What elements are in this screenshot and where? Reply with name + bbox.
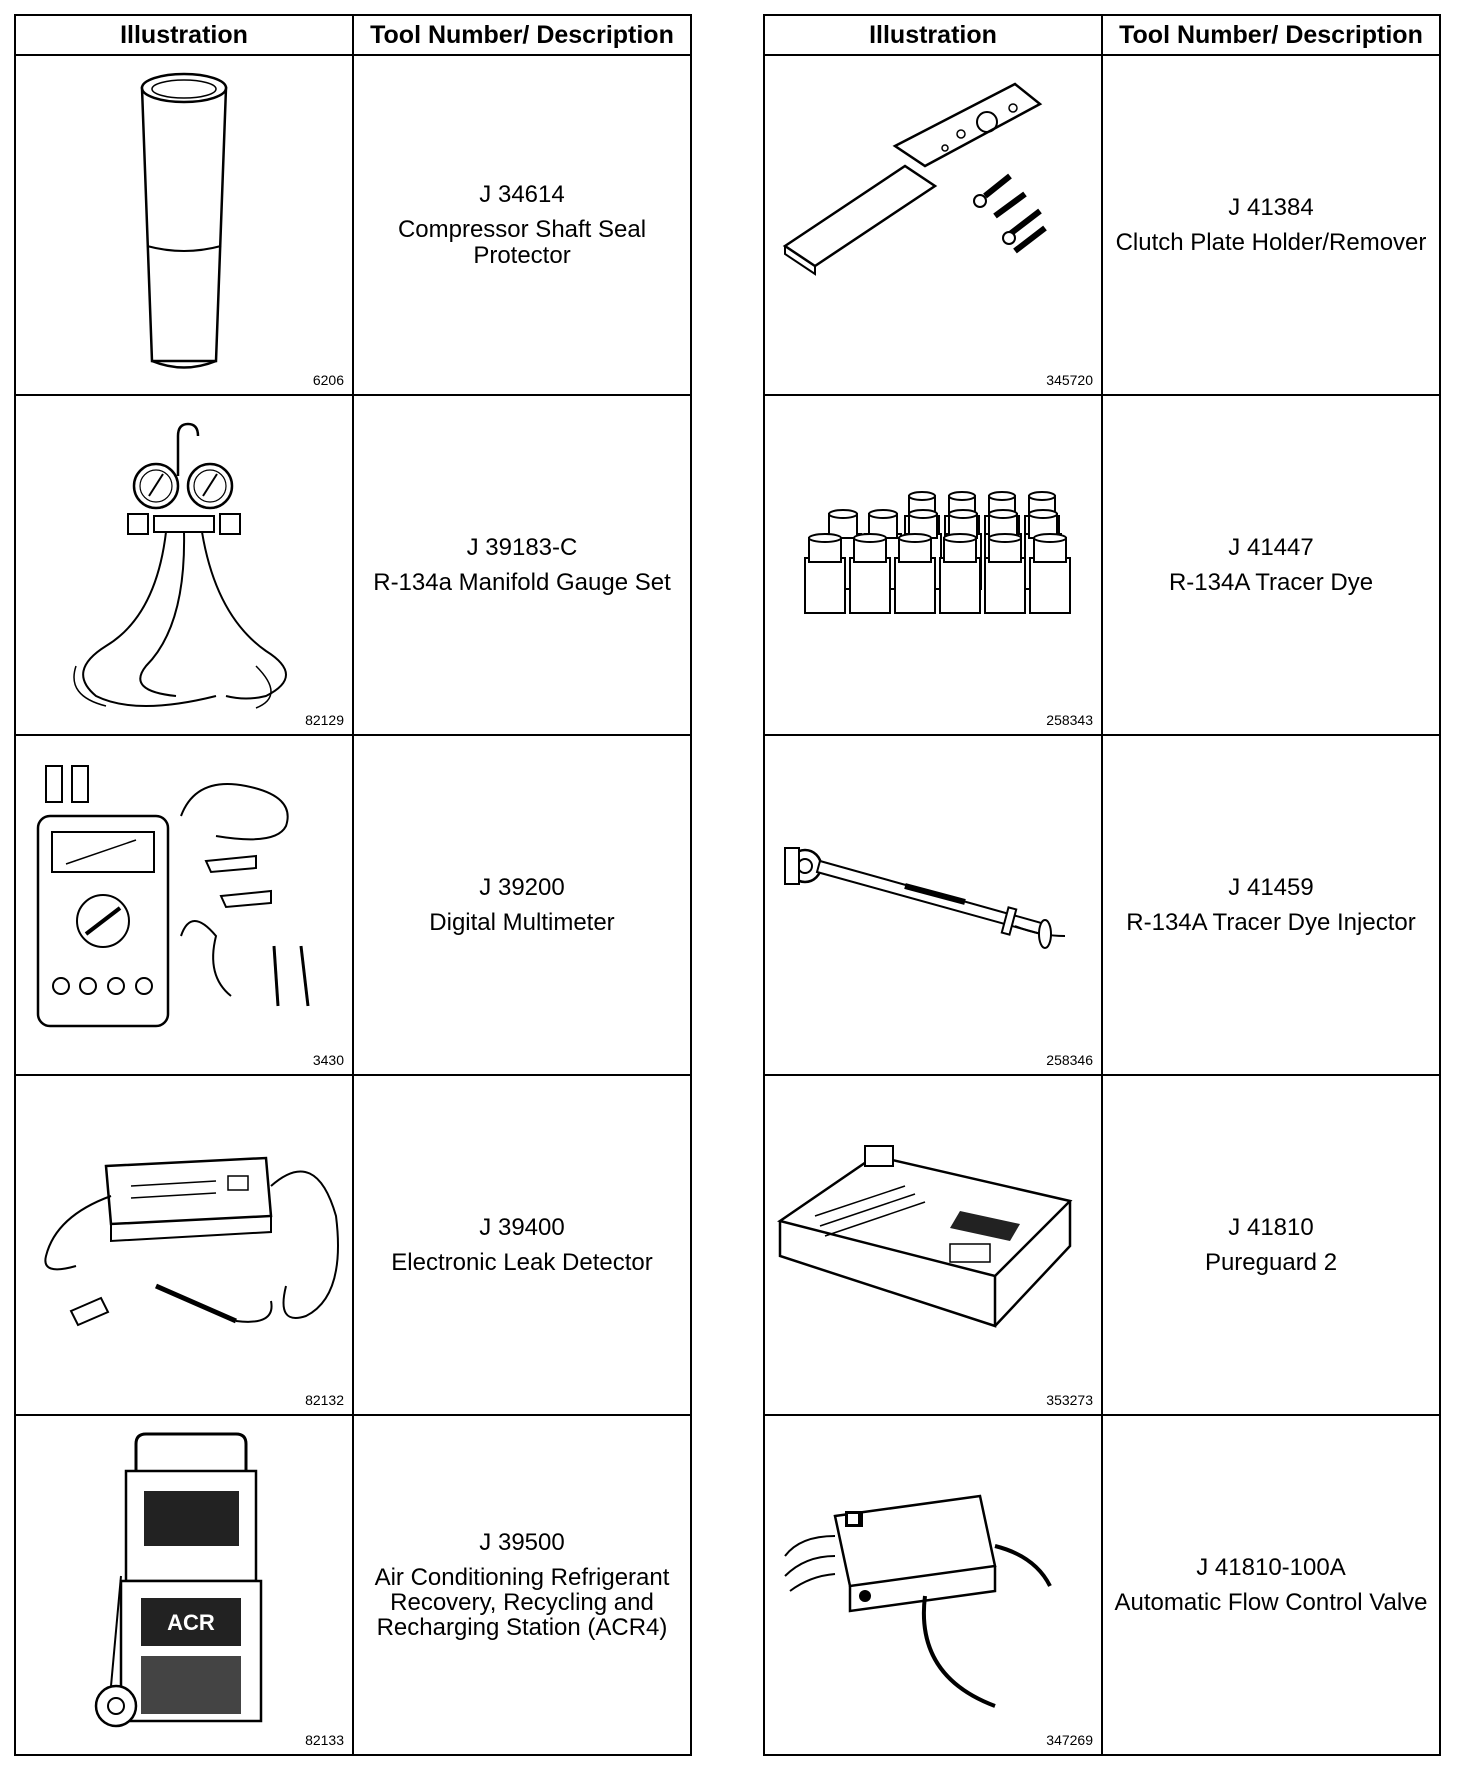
dye-injector-icon xyxy=(765,736,1101,1074)
dye-bottle-icon xyxy=(1030,534,1070,613)
illustration-cell xyxy=(764,1415,1102,1755)
tracer-dye-bottles-icon xyxy=(765,396,1101,734)
multimeter-icon xyxy=(16,736,352,1074)
figure-number: 3430 xyxy=(312,1052,344,1068)
figure-number: 82129 xyxy=(305,712,344,728)
illustration-cell xyxy=(15,735,353,1075)
acr-logo: ACR xyxy=(167,1610,215,1635)
figure-number: 82133 xyxy=(305,1732,344,1748)
seal-protector-icon xyxy=(16,56,352,394)
header-row xyxy=(764,15,1440,55)
tool-description: Pureguard 2 xyxy=(1204,1249,1338,1276)
left-tool-table xyxy=(14,14,692,1756)
figure-number: 6206 xyxy=(312,372,344,388)
tool-description: R-134a Manifold Gauge Set xyxy=(373,569,671,596)
table-row xyxy=(764,55,1440,395)
tool-number: J 41384 xyxy=(1228,193,1314,221)
figure-number: 353273 xyxy=(1046,1392,1093,1408)
table-row xyxy=(15,55,691,395)
tool-description: R-134A Tracer Dye Injector xyxy=(1126,909,1416,936)
dye-bottle-icon xyxy=(940,534,980,613)
illustration-cell xyxy=(764,55,1102,395)
tool-number: J 41447 xyxy=(1228,533,1314,561)
description-cell xyxy=(1102,55,1440,395)
illustration-cell xyxy=(15,1415,353,1755)
tool-description: Clutch Plate Holder/Remover xyxy=(1115,229,1427,256)
table-row xyxy=(15,1075,691,1415)
recovery-station-icon xyxy=(16,1416,352,1754)
figure-number: 258346 xyxy=(1046,1052,1093,1068)
illustration-cell xyxy=(764,395,1102,735)
tool-description-header: Tool Number/ Description xyxy=(353,15,691,55)
table-row xyxy=(15,735,691,1075)
table-row xyxy=(764,1415,1440,1755)
dye-bottle-icon xyxy=(985,534,1025,613)
clutch-plate-holder-icon xyxy=(765,56,1101,394)
illustration-cell xyxy=(764,735,1102,1075)
illustration-cell xyxy=(764,1075,1102,1415)
table-row xyxy=(15,1415,691,1755)
tool-number: J 41810 xyxy=(1228,1213,1314,1241)
illustration-header: Illustration xyxy=(15,15,353,55)
pureguard-unit-icon xyxy=(765,1076,1101,1414)
description-cell xyxy=(353,735,691,1075)
tool-number: J 41459 xyxy=(1228,873,1314,901)
tool-number: J 39400 xyxy=(479,1213,565,1241)
figure-number: 347269 xyxy=(1046,1732,1093,1748)
flow-control-valve-icon xyxy=(765,1416,1101,1754)
table-row xyxy=(764,395,1440,735)
tool-description: Electronic Leak Detector xyxy=(391,1249,653,1276)
dye-bottle-icon xyxy=(895,534,935,613)
description-cell xyxy=(1102,1415,1440,1755)
figure-number: 82132 xyxy=(305,1392,344,1408)
illustration-cell xyxy=(15,55,353,395)
tool-number: J 34614 xyxy=(479,181,565,209)
description-cell xyxy=(353,1415,691,1755)
illustration-cell xyxy=(15,395,353,735)
dye-bottle-icon xyxy=(805,534,845,613)
tool-description: Automatic Flow Control Valve xyxy=(1114,1589,1428,1616)
description-cell xyxy=(1102,1075,1440,1415)
tool-description: Air Conditioning Refrigerant Recovery, Recycling and Recharging Station (ACR4) xyxy=(374,1563,670,1642)
table-row xyxy=(764,735,1440,1075)
description-cell xyxy=(1102,395,1440,735)
right-tool-table xyxy=(763,14,1441,1756)
description-cell xyxy=(353,395,691,735)
description-cell xyxy=(353,1075,691,1415)
illustration-header: Illustration xyxy=(764,15,1102,55)
manifold-gauge-icon xyxy=(16,396,352,734)
description-cell xyxy=(1102,735,1440,1075)
tool-description: Digital Multimeter xyxy=(429,909,615,936)
tool-description: R-134A Tracer Dye xyxy=(1168,569,1374,596)
header-row xyxy=(15,15,691,55)
tool-number: J 41810-100A xyxy=(1196,1553,1346,1581)
tool-description-header: Tool Number/ Description xyxy=(1102,15,1440,55)
table-row xyxy=(764,1075,1440,1415)
leak-detector-icon xyxy=(16,1076,352,1414)
figure-number: 345720 xyxy=(1046,372,1093,388)
table-row xyxy=(15,395,691,735)
dye-bottle-icon xyxy=(850,534,890,613)
illustration-cell xyxy=(15,1075,353,1415)
tool-number: J 39183-C xyxy=(466,533,578,561)
description-cell xyxy=(353,55,691,395)
figure-number: 258343 xyxy=(1046,712,1093,728)
tool-number: J 39500 xyxy=(479,1528,565,1556)
tool-description: Compressor Shaft Seal Protector xyxy=(397,216,647,269)
tool-number: J 39200 xyxy=(479,873,565,901)
